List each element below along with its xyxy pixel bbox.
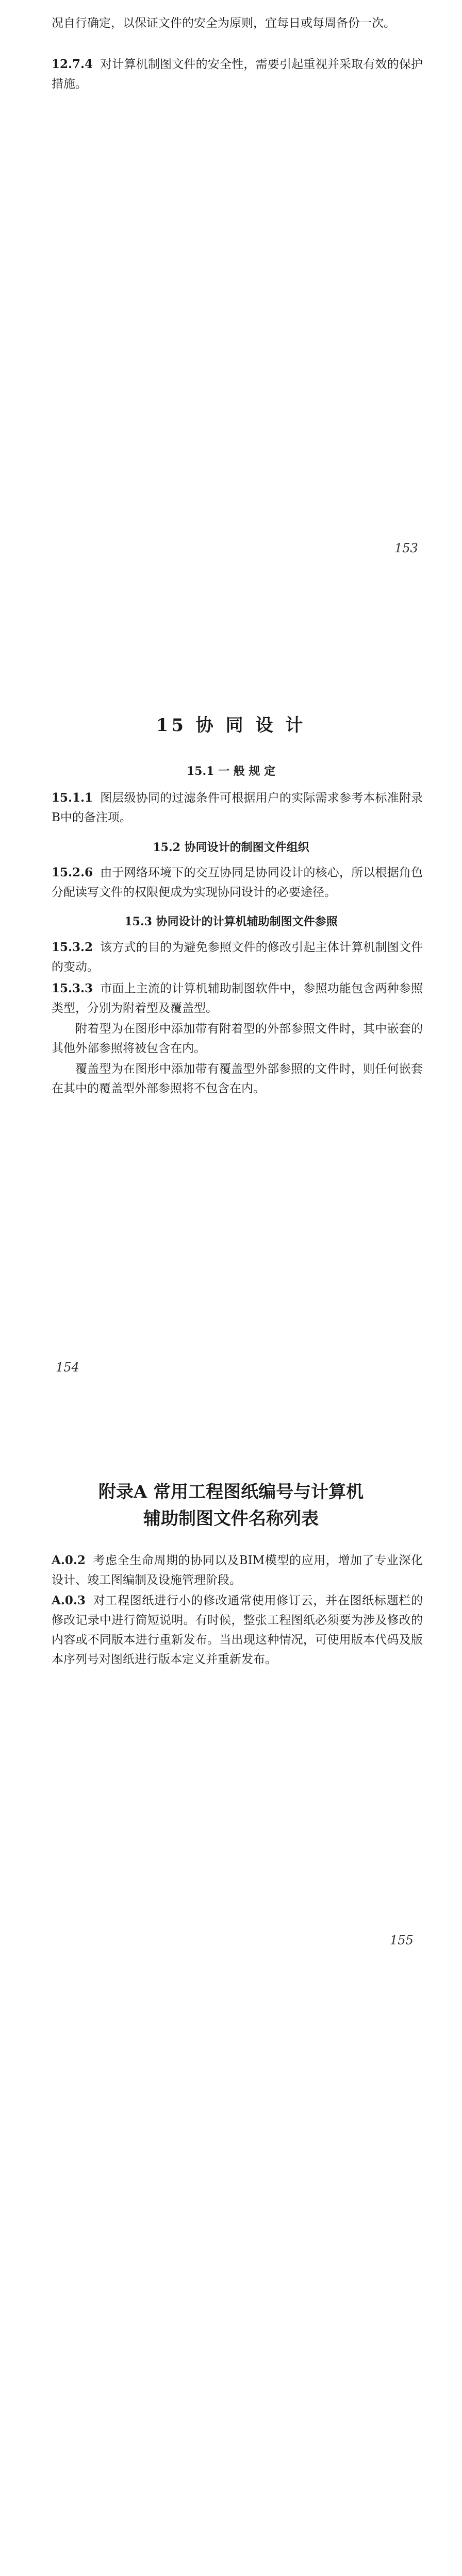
clause-number: 15.2.6 xyxy=(52,866,93,879)
clause-text: 该方式的目的为避免参照文件的修改引起主体计算机制图文件的变动。 xyxy=(52,941,423,974)
page-153 xyxy=(0,0,462,762)
paragraph-15-2-6 xyxy=(52,863,423,902)
clause-number: 15.3.2 xyxy=(52,940,93,954)
section-title-15-1: 15.1 一 般 规 定 xyxy=(186,765,276,778)
paragraph-12-7-4 xyxy=(52,55,423,94)
page-number: 153 xyxy=(394,541,418,555)
clause-number: 15.1.1 xyxy=(52,791,93,805)
paragraph-15-3-2 xyxy=(52,938,423,977)
paragraph-15-3-3 xyxy=(52,979,423,1018)
clause-number: A.0.3 xyxy=(52,1594,86,1607)
page-number: 154 xyxy=(56,1360,79,1375)
paragraph-15-1-1 xyxy=(52,788,423,827)
clause-text: 对计算机制图文件的安全性，需要引起重视并采取有效的保护措施。 xyxy=(52,58,423,91)
clause-text: 考虑全生命周期的协同以及BIM模型的应用，增加了专业深化设计、竣工图编制及设施管理阶段。 xyxy=(52,1554,423,1587)
page-number: 155 xyxy=(390,1933,414,1947)
clause-number: A.0.2 xyxy=(52,1553,86,1567)
clause-text: 市面上主流的计算机辅助制图软件中，参照功能包含两种参照类型，分别为附着型及覆盖型。 xyxy=(52,982,423,1015)
paragraph-attach-type: 附着型为在图形中添加带有附着型的外部参照文件时，其中嵌套的其他外部参照将被包含在内。 xyxy=(52,1022,423,1055)
appendix-title-line-2: 辅助制图文件名称列表 xyxy=(143,1509,319,1529)
clause-text: 对工程图纸进行小的修改通常使用修订云，并在图纸标题栏的修改记录中进行简短说明。有时候，整张工程图纸必须要为涉及修改的内容或不同版本进行重新发布。当出现这种情况，可使用版本代码及版本序列号对图纸进行版本定义并重新发布。 xyxy=(52,1594,423,1666)
chapter-title: 15 协 同 设 计 xyxy=(156,715,306,736)
paragraph-A-0-2 xyxy=(52,1551,423,1590)
paragraph-overlay-type: 覆盖型为在图形中添加带有覆盖型外部参照的文件时，则任何嵌套在其中的覆盖型外部参照将不包含在内。 xyxy=(52,1062,423,1095)
clause-text: 图层级协同的过滤条件可根据用户的实际需求参考本标准附录B中的备注项。 xyxy=(52,791,423,824)
appendix-title-line-1: 附录A 常用工程图纸编号与计算机 xyxy=(98,1482,364,1502)
clause-text: 由于网络环境下的交互协同是协同设计的核心，所以根据角色分配读写文件的权限便成为实现协同设计的必要途径。 xyxy=(52,866,423,899)
section-title-15-3: 15.3 协同设计的计算机辅助制图文件参照 xyxy=(124,915,338,928)
paragraph-A-0-3 xyxy=(52,1591,423,1669)
clause-number: 15.3.3 xyxy=(52,981,93,995)
section-title-15-2: 15.2 协同设计的制图文件组织 xyxy=(153,841,309,854)
appendix-title xyxy=(0,1479,462,1532)
clause-number: 12.7.4 xyxy=(52,57,93,71)
paragraph-continuation: 况自行确定，以保证文件的安全为原则，宜每日或每周备份一次。 xyxy=(52,16,395,30)
